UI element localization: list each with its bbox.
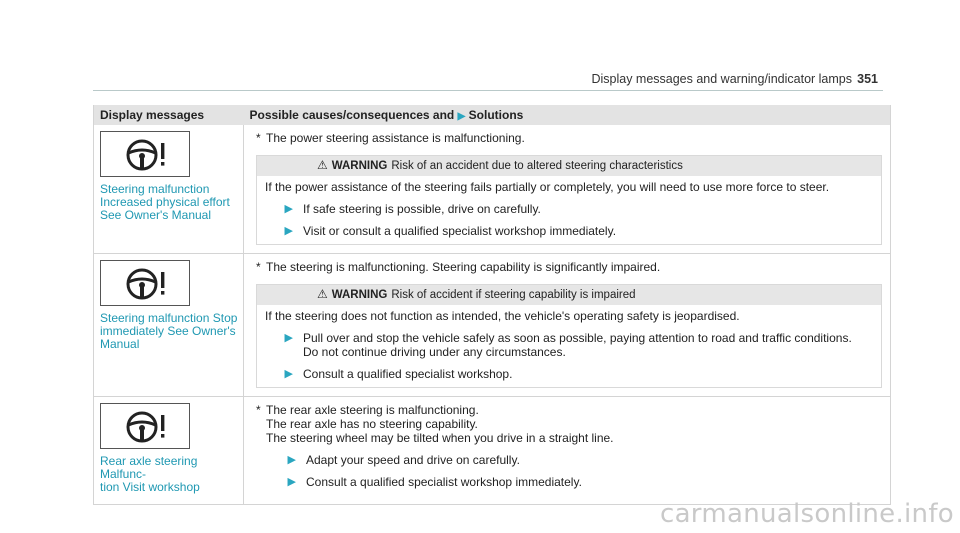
- warning-body: [257, 305, 881, 387]
- running-title: Display messages and warning/indicator lamps: [591, 72, 852, 86]
- cause-marker: *: [256, 131, 261, 145]
- solution-step-text: Consult a qualified specialist workshop immediately.: [306, 475, 582, 489]
- table-header-row: [94, 105, 891, 125]
- right-triangle-arrow-icon: ▶: [284, 225, 293, 237]
- solution-step: [265, 224, 873, 238]
- causes-cell: [244, 397, 891, 505]
- watermark: carmanualsonline.info: [659, 499, 954, 529]
- right-triangle-arrow-icon: ▶: [287, 454, 296, 466]
- col-header-causes: [244, 105, 891, 125]
- table-row: [94, 254, 891, 397]
- message-cell: [94, 125, 244, 254]
- solution-step: [265, 202, 873, 216]
- solution-step: [256, 475, 882, 489]
- steering-wheel-warning-icon: [100, 131, 190, 177]
- solution-step: [256, 453, 882, 467]
- solution-steps: [256, 453, 882, 489]
- display-messages-table: [93, 105, 891, 505]
- right-triangle-arrow-icon: ▶: [287, 476, 296, 488]
- cause-item: [256, 131, 882, 145]
- warning-body: [257, 176, 881, 244]
- col-header-solutions-text: Solutions: [468, 108, 524, 122]
- cause-detail: The rear axle has no steering capability.: [266, 417, 478, 431]
- warning-text: If the power assistance of the steering fails partially or completely, you will need to use more force to steer.: [265, 180, 830, 194]
- right-triangle-arrow-icon: ▶: [284, 332, 293, 344]
- warning-box: [256, 155, 882, 245]
- warning-text: If the steering does not function as intended, the vehicle's operating safety is jeopardised.: [265, 309, 740, 323]
- page-number: 351: [857, 72, 878, 86]
- warning-header: [257, 285, 881, 305]
- causes-cell: [244, 254, 891, 397]
- cause-detail: The steering wheel may be tilted when you drive in a straight line.: [266, 431, 614, 445]
- solution-step-text: If safe steering is possible, drive on carefully.: [303, 202, 541, 216]
- causes-cell: [244, 125, 891, 254]
- right-triangle-arrow-icon: ▶: [457, 111, 466, 122]
- cause-item: [256, 403, 882, 417]
- solution-step: [265, 331, 873, 359]
- right-triangle-arrow-icon: ▶: [284, 203, 293, 215]
- warning-triangle-icon: ⚠: [317, 287, 328, 301]
- warning-label: WARNING: [331, 160, 388, 172]
- warning-label: WARNING: [331, 289, 388, 301]
- warning-title: Risk of accident if steering capability is impaired: [391, 289, 636, 301]
- solution-step-text: Consult a qualified specialist workshop.: [303, 367, 513, 381]
- solution-step: [265, 367, 873, 381]
- display-message-text: Steering malfunction Stop immediately See Owner's Manual: [100, 311, 238, 351]
- message-cell: [94, 397, 244, 505]
- cause-text: The power steering assistance is malfunctioning.: [266, 131, 525, 145]
- display-message-text: Rear axle steering Malfunc- tion Visit workshop: [100, 454, 200, 494]
- cause-item: [256, 260, 882, 274]
- display-message-text: Steering malfunction Increased physical effort See Owner's Manual: [100, 182, 230, 222]
- message-cell: [94, 254, 244, 397]
- warning-box: [256, 284, 882, 388]
- col-header-causes-text: Possible causes/consequences and: [249, 108, 455, 122]
- solution-step-text: Visit or consult a qualified specialist workshop immediately.: [303, 224, 617, 238]
- solution-step-text: Adapt your speed and drive on carefully.: [306, 453, 520, 467]
- cause-marker: *: [256, 403, 261, 417]
- cause-marker: *: [256, 260, 261, 274]
- cause-text: The rear axle steering is malfunctioning.: [266, 403, 479, 417]
- warning-title: Risk of an accident due to altered steering characteristics: [391, 160, 683, 172]
- header-rule: [93, 90, 883, 91]
- warning-header: [257, 156, 881, 176]
- cause-text: The steering is malfunctioning. Steering capability is significantly impaired.: [266, 260, 661, 274]
- solution-step-text: Pull over and stop the vehicle safely as soon as possible, paying attention to road and traffic conditions. Do not continue driving under any circumstances.: [303, 331, 852, 359]
- right-triangle-arrow-icon: ▶: [284, 368, 293, 380]
- warning-triangle-icon: ⚠: [317, 158, 328, 172]
- table-row: [94, 397, 891, 505]
- steering-wheel-warning-icon: [100, 260, 190, 306]
- table-row: [94, 125, 891, 254]
- steering-wheel-warning-icon: [100, 403, 190, 449]
- col-header-display-messages: Display messages: [94, 105, 244, 125]
